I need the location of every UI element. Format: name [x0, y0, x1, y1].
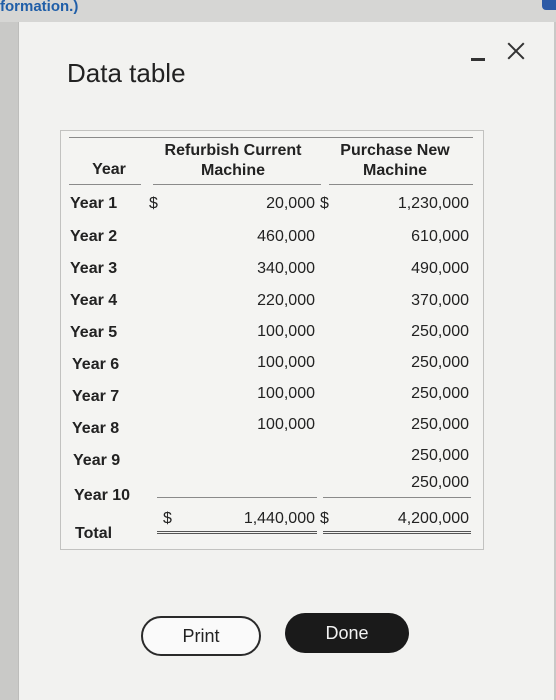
row-purchase-value: 250,000 — [411, 385, 469, 402]
row-refurbish-value: 100,000 — [257, 416, 315, 433]
row-refurbish-value: 100,000 — [257, 385, 315, 402]
header-year: Year — [92, 161, 126, 178]
row-year-label: Year 5 — [70, 324, 118, 341]
background-window-text: formation.) — [0, 0, 79, 15]
row-year-label: Year 2 — [70, 228, 118, 245]
total-purchase-value: 4,200,000 — [397, 510, 469, 527]
close-icon[interactable] — [505, 40, 527, 62]
row-year-label: Year 8 — [72, 420, 120, 437]
row-year-label: Year 3 — [70, 260, 118, 277]
row-refurbish-value: 220,000 — [257, 292, 315, 309]
row1-refurbish-currency: $ — [149, 195, 158, 212]
row-purchase-value: 250,000 — [411, 323, 469, 340]
row-year-label: Year 7 — [72, 388, 120, 405]
dialog-title: Data table — [67, 58, 186, 88]
row-refurbish-value: 340,000 — [257, 260, 315, 277]
done-button[interactable]: Done — [285, 613, 409, 653]
print-button[interactable]: Print — [141, 616, 261, 656]
row-year-label: Year 10 — [74, 487, 131, 504]
row-purchase-value: 250,000 — [411, 416, 469, 433]
row-purchase-value: 490,000 — [411, 260, 469, 277]
row-purchase-value: 250,000 — [411, 447, 469, 464]
header-refurbish-line1: Refurbish Current — [164, 142, 302, 159]
row-refurbish-value: 20,000 — [266, 195, 315, 212]
row-year-label: Year 1 — [70, 195, 118, 212]
header-rule-purchase — [329, 184, 473, 185]
total-label: Total — [75, 525, 113, 542]
total-double-rule-purchase — [323, 531, 471, 534]
row-refurbish-value: 100,000 — [257, 323, 315, 340]
subtotal-rule-refurbish — [157, 497, 317, 498]
background-window-strip — [0, 0, 556, 22]
row-year-label: Year 6 — [72, 356, 120, 373]
row-refurbish-value: 460,000 — [257, 228, 315, 245]
data-table — [60, 130, 484, 550]
row1-purchase-currency: $ — [320, 195, 329, 212]
total-double-rule-refurbish — [157, 531, 317, 534]
row-year-label: Year 4 — [70, 292, 118, 309]
header-top-rule — [69, 137, 473, 138]
row-refurbish-value: 100,000 — [257, 354, 315, 371]
row-purchase-value: 370,000 — [411, 292, 469, 309]
row-purchase-value: 250,000 — [411, 354, 469, 371]
subtotal-rule-purchase — [323, 497, 471, 498]
window-corner-icon — [542, 0, 556, 10]
header-rule-year — [69, 184, 141, 185]
row-purchase-value: 610,000 — [411, 228, 469, 245]
row-purchase-value: 250,000 — [411, 474, 469, 491]
total-purchase-currency: $ — [320, 510, 329, 527]
minimize-icon[interactable] — [471, 58, 485, 61]
header-purchase-line1: Purchase New — [340, 142, 450, 159]
total-refurbish-value: 1,440,000 — [243, 510, 315, 527]
header-refurbish-line2: Machine — [200, 162, 265, 179]
header-purchase-line2: Machine — [362, 162, 427, 179]
row-year-label: Year 9 — [73, 452, 121, 469]
row-purchase-value: 1,230,000 — [397, 195, 469, 212]
header-rule-refurbish — [153, 184, 321, 185]
total-refurbish-currency: $ — [163, 510, 172, 527]
